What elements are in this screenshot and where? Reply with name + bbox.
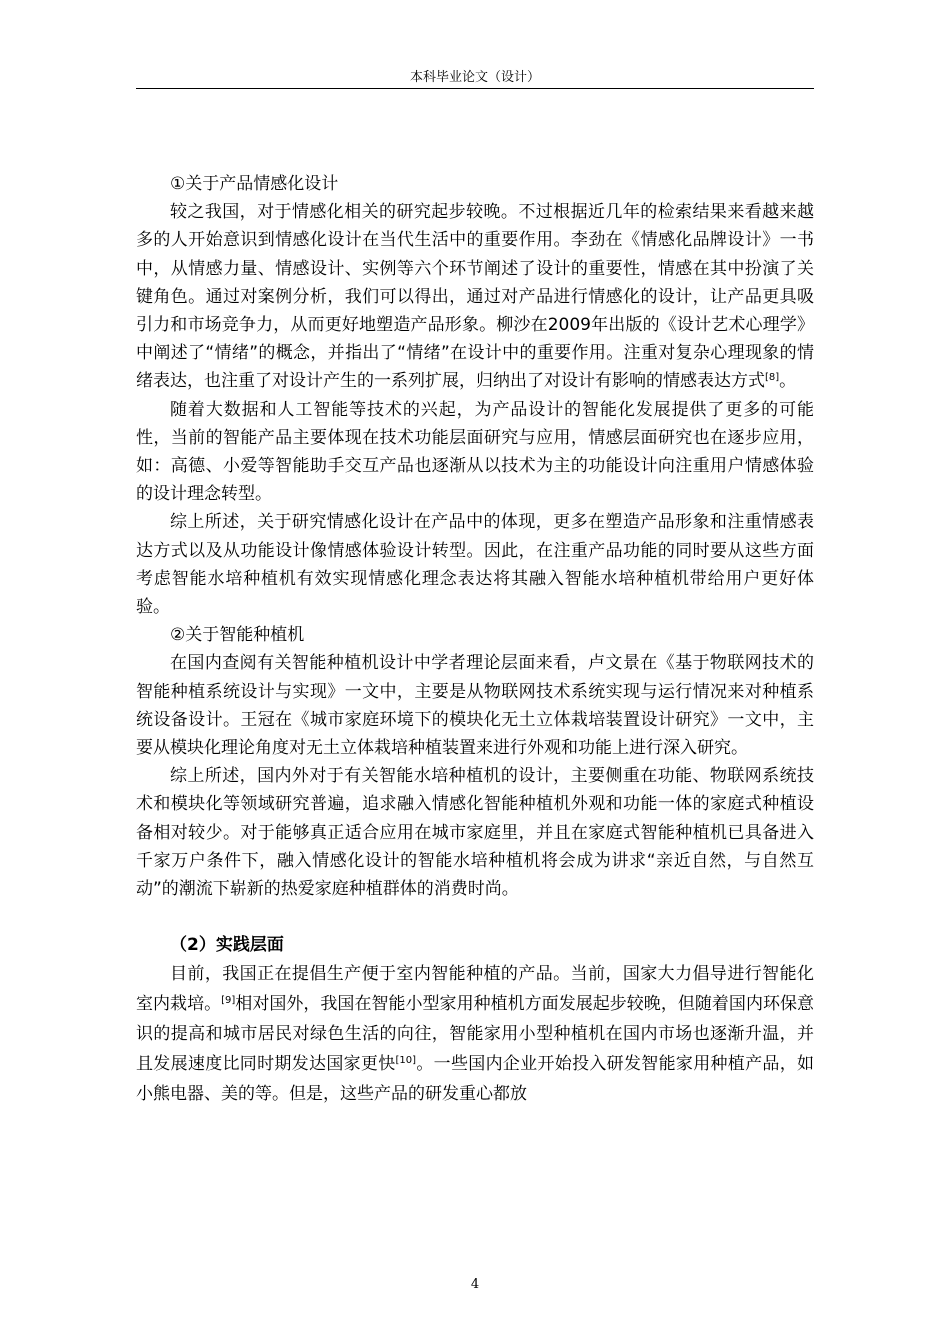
citation-ref: [10] bbox=[395, 1055, 417, 1067]
citation-ref: [8] bbox=[765, 372, 780, 384]
paragraph: 随着大数据和人工智能等技术的兴起，为产品设计的智能化发展提供了更多的可能性，当前的智能产品主要体现在技术功能层面研究与应用，情感层面研究也在逐步应用，如：高德、小爱等智能助手交互产品也逐渐从以技术为主的功能设计向注重用户情感体验的设计理念转型。 bbox=[136, 399, 814, 505]
paragraph bbox=[136, 959, 814, 1109]
paragraph: 综上所述，国内外对于有关智能水培种植机的设计，主要侧重在功能、物联网系统技术和模块化等领域研究普遍，追求融入情感化智能种植机外观和功能一体的家庭式种植设备相对较少。对于能够真正适合应用在城市家庭里，并且在家庭式智能种植机已具备进入千家万户条件下，融入情感化设计的智能水培种植机将会成为讲求“亲近自然，与自然互动”的潮流下崭新的热爱家庭种植群体的消费时尚。 bbox=[136, 766, 814, 900]
document-body bbox=[136, 170, 814, 1109]
section-heading-practice: （2）实践层面 bbox=[170, 935, 284, 956]
paragraph-text: 目前，我国正在提倡生产便于室内智能种植的产品。当前，国家大力倡导进行智能化室内栽培。 bbox=[136, 964, 814, 1015]
paragraph-text: 较之我国，对于情感化相关的研究起步较晚。不过根据近几年的检索结果来看越来越多的人开始意识到情感化设计在当代生活中的重要作用。李劲在《情感化品牌设计》一书中，从情感力量、情感设计、实例等六个环节阐述了设计的重要性，情感在其中扮演了关键角色。通过对案例分析，我们可以得出，通过对产品进行情感化的设计，让产品更具吸引力和市场竞争力，从而更好地塑造产品形象。柳沙在2009年出版的《设计艺术心理学》中阐述了“情绪”的概念，并指出了“情绪”在设计中的重要作用。注重对复杂心理现象的情绪表达，也注重了对设计产生的一系列扩展，归纳出了对设计有影响的情感表达方式 bbox=[136, 202, 814, 392]
paragraph: 在国内查阅有关智能种植机设计中学者理论层面来看，卢文景在《基于物联网技术的智能种植系统设计与实现》一文中，主要是从物联网技术系统实现与运行情况来对种植系统设备设计。王冠在《城市家庭环境下的模块化无土立体栽培装置设计研究》一文中，主要从模块化理论角度对无土立体栽培种植装置来进行外观和功能上进行深入研究。 bbox=[136, 653, 814, 759]
paragraph: 综上所述，关于研究情感化设计在产品中的体现，更多在塑造产品形象和注重情感表达方式以及从功能设计像情感体验设计转型。因此，在注重产品功能的同时要从这些方面考虑智能水培种植机有效实现情感化理念表达将其融入智能水培种植机带给用户更好体验。 bbox=[136, 512, 814, 618]
paragraph bbox=[136, 198, 814, 395]
paragraph-text: 。一些国内企业开始投入研发智能家用种植产品，如小熊电器、美的等。但是，这些产品的研发重心都放 bbox=[136, 1054, 815, 1105]
subheading-smart-planter: ②关于智能种植机 bbox=[170, 625, 305, 646]
paragraph-text: 相对国外，我国在智能小型家用种植机方面发展起步较晚，但随着国内环保意识的提高和城市居民对绿色生活的向往，智能家用小型种植机在国内市场也逐渐升温，并且发展速度比同时期发达国家更快 bbox=[136, 994, 815, 1075]
header-rule bbox=[136, 88, 814, 89]
paragraph-tail: 。 bbox=[779, 371, 797, 392]
citation-ref: [9] bbox=[221, 995, 236, 1007]
page-number: 4 bbox=[470, 1277, 480, 1292]
subheading-emotional-design: ①关于产品情感化设计 bbox=[170, 174, 339, 194]
page-header-title: 本科毕业论文（设计） bbox=[409, 70, 540, 85]
